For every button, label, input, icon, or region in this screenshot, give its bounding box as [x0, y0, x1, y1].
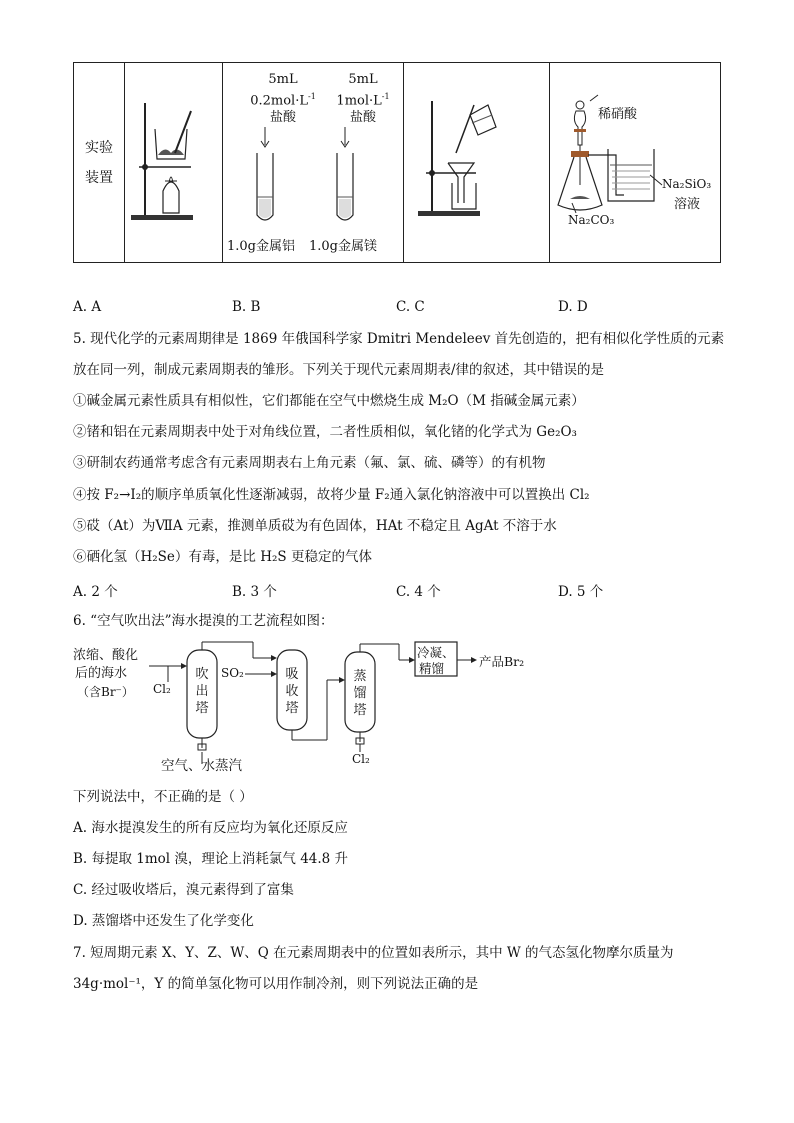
flow-cl2-in: Cl₂ [153, 682, 171, 696]
q4-option-c[interactable]: C. C [396, 299, 425, 315]
tube1-exponent: -1 [307, 92, 316, 101]
q4-option-a[interactable]: A. A [73, 299, 102, 315]
apparatus-table [73, 62, 721, 263]
tube2-exponent: -1 [381, 92, 390, 101]
q5-option-a[interactable]: A. 2 个 [73, 584, 118, 600]
q5-option-c[interactable]: C. 4 个 [396, 584, 441, 600]
flow-so2-label: SO₂ [221, 666, 244, 680]
tube2-concentration: 1mol·L [336, 93, 382, 109]
tube2-volume: 5mL [348, 72, 378, 87]
gen-solid-label: Na₂CO₃ [568, 213, 615, 227]
flow-feed-1: 浓缩、酸化 [73, 648, 139, 663]
flow-feed-2: 后的海水 [75, 666, 128, 681]
q6-option-a[interactable]: A. 海水提溴发生的所有反应均为氧化还原反应 [73, 820, 348, 836]
flow-tower-2-label: 吸收塔 [285, 667, 299, 716]
q5-option-b[interactable]: B. 3 个 [232, 584, 277, 600]
q6-stem: 6. “空气吹出法”海水提溴的工艺流程如图： [73, 613, 334, 629]
q5-item-2: ②锗和铝在元素周期表中处于对角线位置，二者性质相似，氧化锗的化学式为 Ge₂O₃ [73, 424, 577, 440]
flow-product-label: 产品Br₂ [479, 654, 525, 669]
gen-solution-label-2: 溶液 [674, 197, 701, 212]
q5-stem-line-1: 5. 现代化学的元素周期律是 1869 年俄国科学家 Dmitri Mendeleev 首先创造的，把有相似化学性质的元素 [73, 331, 725, 347]
q5-item-3: ③研制农药通常考虑含有元素周期表右上角元素（氟、氯、硫、磷等）的有机物 [73, 455, 546, 471]
flow-cl2-bottom: Cl₂ [352, 752, 370, 766]
q5-item-6: ⑥硒化氢（H₂Se）有毒，是比 H₂S 更稳定的气体 [73, 549, 372, 565]
row-label-cell [74, 63, 125, 263]
flow-box-label-1: 冷凝、 [417, 645, 455, 660]
q5-stem-line-2: 放在同一列，制成元素周期表的雏形。下列关于现代元素周期表/律的叙述，其中错误的是 [73, 362, 605, 378]
row-label-1: 实验 [85, 139, 113, 156]
flow-tower-3-label: 蒸馏塔 [353, 669, 367, 718]
row-label-2: 装置 [85, 169, 113, 186]
apparatus-a-cell [125, 63, 223, 263]
tube2-acid: 盐酸 [349, 110, 376, 126]
test-tubes-diagram [223, 65, 403, 260]
tube1-acid: 盐酸 [269, 110, 296, 126]
flow-air-label: 空气、水蒸汽 [161, 758, 242, 774]
apparatus-d-cell [550, 63, 721, 263]
apparatus-c-cell [404, 63, 550, 263]
q7-stem-line-1: 7. 短周期元素 X、Y、Z、W、Q 在元素周期表中的位置如表所示，其中 W 的气态氢化物摩尔质量为 [73, 945, 674, 961]
q5-option-d[interactable]: D. 5 个 [558, 584, 604, 600]
q4-option-b[interactable]: B. B [232, 299, 261, 315]
bromine-flow-diagram [73, 640, 593, 775]
q5-item-1: ①碱金属元素性质具有相似性，它们都能在空气中燃烧生成 M₂O（M 指碱金属元素） [73, 393, 585, 409]
q6-question: 下列说法中，不正确的是（ ） [73, 789, 253, 805]
flow-feed-3: （含Br⁻） [77, 685, 134, 699]
q6-option-d[interactable]: D. 蒸馏塔中还发生了化学变化 [73, 913, 254, 929]
tube1-metal: 1.0g金属铝 [227, 239, 295, 254]
q4-option-d[interactable]: D. D [558, 299, 588, 315]
apparatus-b-cell [223, 63, 404, 263]
tube1-concentration: 0.2mol·L [250, 93, 308, 109]
flow-tower-1-label: 吹出塔 [195, 667, 209, 716]
flow-box-label-2: 精馏 [419, 661, 445, 676]
evaporation-apparatus-diagram [125, 63, 222, 258]
q5-item-4: ④按 F₂→I₂的顺序单质氧化性逐渐减弱，故将少量 F₂通入氯化钠溶液中可以置换出 Cl₂ [73, 487, 590, 503]
q7-stem-line-2: 34g·mol⁻¹，Y 的简单氢化物可以用作制冷剂，则下列说法正确的是 [73, 976, 479, 992]
q5-item-5: ⑤砹（At）为ⅦA 元素，推测单质砹为有色固体，HAt 不稳定且 AgAt 不溶于水 [73, 518, 557, 534]
q6-option-b[interactable]: B. 每提取 1mol 溴，理论上消耗氯气 44.8 升 [73, 851, 349, 867]
gen-solution-label: Na₂SiO₃ [662, 177, 712, 191]
gas-generation-apparatus-diagram [550, 65, 720, 260]
tube2-metal: 1.0g金属镁 [309, 239, 377, 254]
gen-acid-label: 稀硝酸 [598, 107, 638, 122]
filtration-apparatus-diagram [404, 63, 549, 258]
tube1-volume: 5mL [268, 72, 298, 87]
q6-option-c[interactable]: C. 经过吸收塔后，溴元素得到了富集 [73, 882, 294, 898]
